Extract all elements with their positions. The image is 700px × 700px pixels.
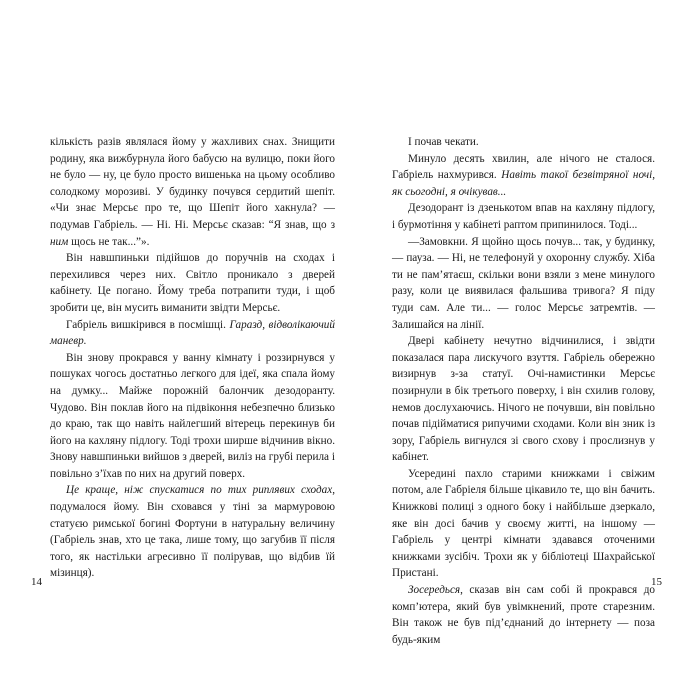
text-run: Дезодорант із дзенькотом впав на кахляну підлогу, і бурмотіння у кабінеті раптом припинилося. Тоді... (392, 202, 655, 231)
text-run: Минуло десять хвилин, але нічого не сталося. Габріель нахмурився. (392, 152, 655, 182)
text-run: Габріель вишкірився в посмішці. (66, 318, 230, 331)
paragraph (392, 234, 655, 334)
paragraph (392, 200, 655, 233)
paragraph (392, 134, 655, 151)
text-run: —Замовкни. Я щойно щось почув... так, у будинку, — пауза. — Ні, не телефонуй у охоронну службу. Хіба ти не пам’ятаєш, скільки вони взяли з мене минулого разу, коли це виявилася фальшива тривога? Я піду туди сам. Але ти... — голос Мерсьє затремтів. — Залишайся на лінії. (392, 235, 655, 331)
text-run: Усередині пахло старими книжками і свіжим потом, але Габріеля більше цікавило те, що він бачить. Книжкові полиці з одного боку і найбільше дзеркало, яке він досі бачив у своєму житті, на іншому — Габріель у центрі кімнати здавався оточеними книжками зусібіч. Трохи як у бібліотеці Шахрайської Пристані. (392, 467, 655, 580)
italic-text: Гаразд, відволікаючий маневр. (50, 318, 335, 348)
text-run: І почав чекати. (408, 136, 479, 148)
italic-text: Навіть такої безвітряної ночі, як сьогодні, я очікував... (392, 169, 655, 198)
italic-text: Зосередься (408, 584, 461, 597)
text-run: Він знову прокрався у ванну кімнату і роззирнувся у пошуках чогось достатньо легкого для ідеї, яка спала йому на думку... Майже порожній балончик дезодоранту. Чудово. Він поклав його на підвіконня небезпечно близько до краю, так що навіть найлегший вітерець перекинув би його на кахляну підлогу. Тоді трохи ширше відчинив вікно. Знову навшпиньки вийшов з дверей, виліз на грубі перила і повільно з’їхав по них на другий поверх. (50, 351, 335, 480)
paragraph (50, 250, 335, 316)
paragraph (392, 151, 655, 201)
text-run: кількість разів являлася йому у жахливих снах. Знищити родину, яка вижбурнула його бабусю на вулицю, поки його не було — ну, це було просто вишенька на цьому особливо солодкому морозиві. У будинку почувся сердитий шепіт. «Чи знає Мерсьє про те, що Шепіт його хакнула? — подумав Габріель. — Ні. Ні. Мерсьє сказав: “Я знав, що з (50, 136, 335, 231)
right-page-text (392, 134, 655, 648)
paragraph (50, 134, 335, 250)
right-page-number: 15 (651, 576, 662, 588)
text-run: Він навшпиньки підійшов до поручнів на сходах і перехилився через них. Світло проникало з дверей кабінету. Це погано. Йому треба потрапити туди, і щоб зробити це, він мусить виманити звідти Мерсьє. (50, 252, 335, 314)
left-page-number: 14 (31, 576, 42, 588)
italic-text: ним (50, 235, 69, 248)
text-run: , подумалося йому. Він сховався у тіні за мармуровою статуєю римської богині Фортуни в натуральну величину (Габріель знав, хто це така, лише тому, що загубив її після того, як настільки агресивно її полірував, що відбив їй мізинця). (50, 484, 335, 580)
paragraph (392, 333, 655, 466)
paragraph (50, 482, 335, 582)
left-page-text (50, 134, 335, 582)
text-run: Двері кабінету нечутно відчинилися, і звідти показалася пара лискучого взуття. Габріель обережно визирнув з-за статуї. Очі-намистинки Мерсьє позирнули в бік третього поверху, і він схилив голову, немов дослухаючись. Нічого не почувши, він повільно почав підійматися рипучими сходами. Коли він зник із зору, Габріель вигнулся зі свого схову і прослизнув у кабінет. (392, 335, 655, 464)
paragraph (50, 350, 335, 483)
italic-text: Це краще, ніж спускатися по тих риплявих сходах (66, 484, 333, 497)
text-run: щось не так...”». (68, 235, 150, 248)
paragraph (392, 582, 655, 648)
paragraph (392, 466, 655, 582)
text-run: , сказав він сам собі й прокрався до комп’ютера, який був увімкнений, проте старезним. Він також не був під’єднаний до інтернету — поза будь-яким (392, 584, 655, 646)
paragraph (50, 317, 335, 350)
